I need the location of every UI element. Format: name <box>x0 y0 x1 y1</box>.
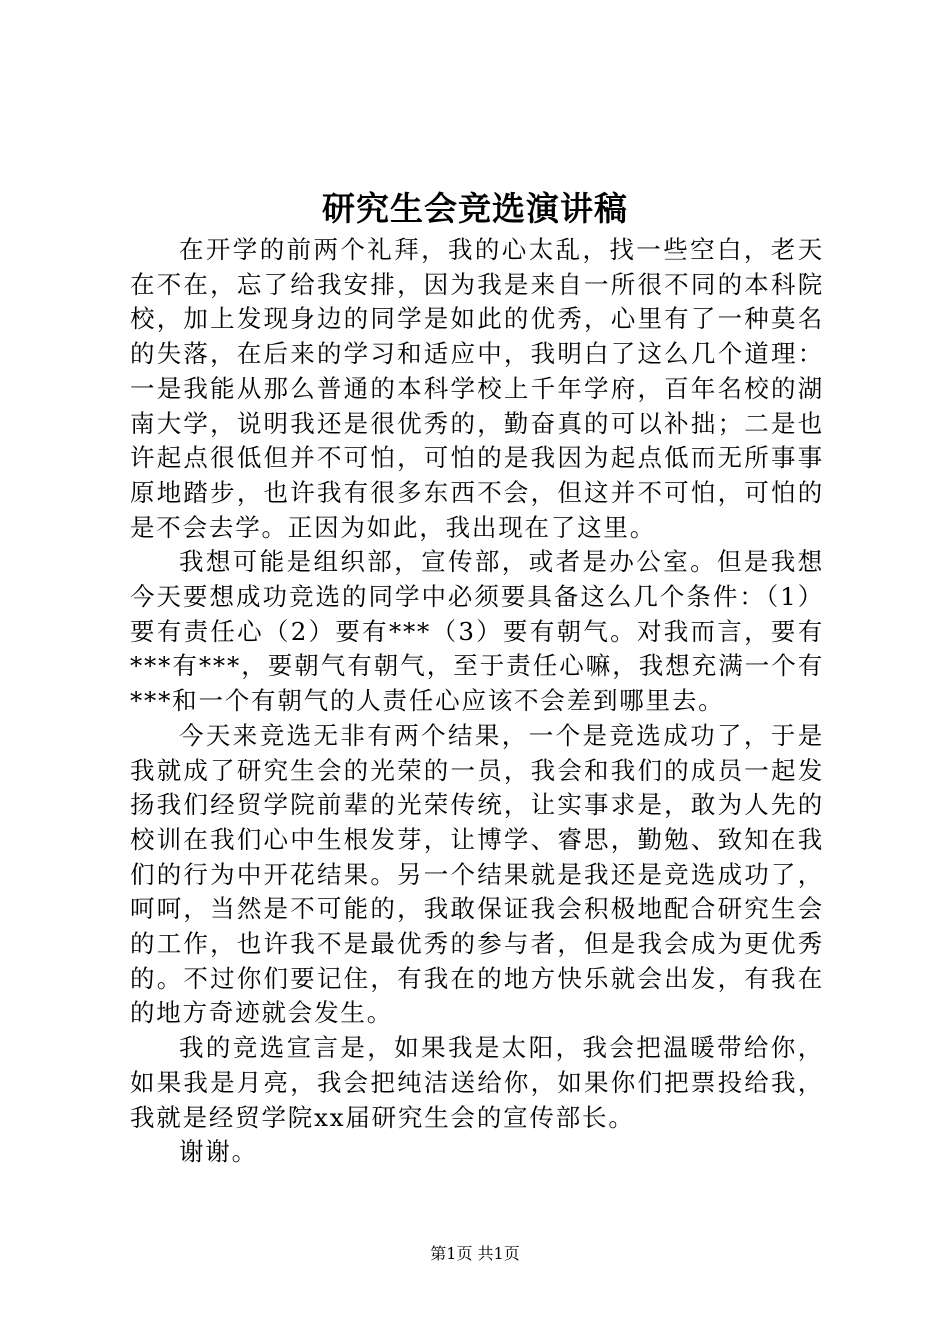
paragraph-4: 我的竞选宣言是，如果我是太阳，我会把温暖带给你，如果我是月亮，我会把纯洁送给你，如果你们把票投给我，我就是经贸学院xx届研究生会的宣传部长。 <box>130 1033 824 1132</box>
paragraph-2: 我想可能是组织部，宣传部，或者是办公室。但是我想今天要想成功竞选的同学中必须要具备这么几个条件：（1）要有责任心（2）要有***（3）要有朝气。对我而言，要有***有***，要朝气有朝气，至于责任心嘛，我想充满一个有***和一个有朝气的人责任心应该不会差到哪里去。 <box>130 547 824 716</box>
paragraph-3: 今天来竞选无非有两个结果，一个是竞选成功了，于是我就成了研究生会的光荣的一员，我会和我们的成员一起发扬我们经贸学院前辈的光荣传统，让实事求是，敢为人先的校训在我们心中生根发芽，让博学、睿思，勤勉、致知在我们的行为中开花结果。另一个结果就是我还是竞选成功了，呵呵，当然是不可能的，我敢保证我会积极地配合研究生会的工作，也许我不是最优秀的参与者，但是我会成为更优秀的。不过你们要记住，有我在的地方快乐就会出发，有我在的地方奇迹就会发生。 <box>130 720 824 1028</box>
page-footer: 第1页 共1页 <box>430 1244 520 1263</box>
paragraph-5: 谢谢。 <box>179 1137 258 1167</box>
document-title: 研究生会竞选演讲稿 <box>322 189 628 228</box>
paragraph-1: 在开学的前两个礼拜，我的心太乱，找一些空白，老天在不在，忘了给我安排，因为我是来自一所很不同的本科院校，加上发现身边的同学是如此的优秀，心里有了一种莫名的失落，在后来的学习和适应中，我明白了这么几个道理：一是我能从那么普通的本科学校上千年学府，百年名校的湖南大学，说明我还是很优秀的，勤奋真的可以补拙；二是也许起点很低但并不可怕，可怕的是我因为起点低而无所事事原地踏步，也许我有很多东西不会，但这并不可怕，可怕的是不会去学。正因为如此，我出现在了这里。 <box>130 235 824 542</box>
document-body <box>130 233 824 1170</box>
